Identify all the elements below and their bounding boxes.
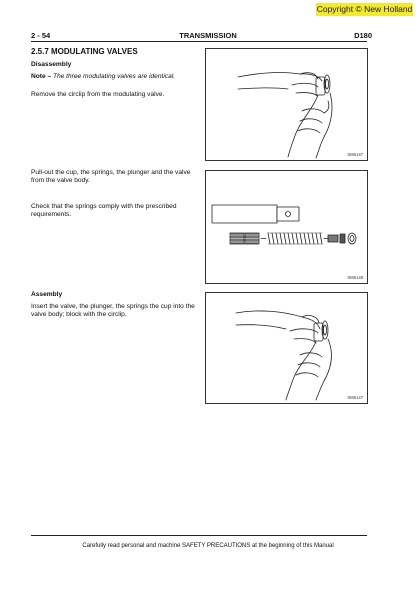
footer-rule (31, 535, 367, 536)
figure-caption: SM6147 (347, 395, 363, 400)
figure-exploded-valve (205, 170, 368, 284)
valve-body-and-exploded-parts-icon (206, 171, 367, 283)
footer-safety-note: Carefully read personal and machine SAFETY PRECAUTIONS at the beginning of this Manual (82, 543, 334, 549)
section-title: 2.5.7 MODULATING VALVES (31, 47, 138, 56)
step-check-springs: Check that the springs comply with the prescribed requirements. (31, 203, 177, 219)
hands-installing-circlip-icon (206, 293, 367, 403)
assembly-heading: Assembly (31, 291, 63, 298)
header-rule (31, 41, 367, 42)
copyright-banner: Copyright © New Holland (316, 4, 413, 14)
chapter-title: TRANSMISSION (179, 31, 237, 40)
model-name: D180 (354, 31, 372, 40)
disassembly-heading: Disassembly (31, 61, 72, 68)
step-insert-parts: Insert the valve, the plunger, the springs the cup into the valve body; block with the circlip. (31, 303, 195, 319)
figure-remove-circlip (205, 48, 368, 161)
note-text: The three modulating valves are identical. (51, 73, 176, 80)
hands-removing-circlip-icon (206, 49, 367, 160)
step-pull-out-parts: Pull-out the cup, the springs, the plunger and the valve from the valve body. (31, 169, 191, 185)
page-number: 2 - 54 (31, 31, 51, 40)
note-label: Note – (31, 73, 52, 80)
figure-caption: SM6147 (347, 152, 363, 157)
note (31, 73, 196, 81)
figure-install-circlip (205, 292, 368, 404)
step-remove-circlip: Remove the circlip from the modulating valve. (31, 91, 165, 98)
figure-caption: SM6148 (347, 275, 363, 280)
